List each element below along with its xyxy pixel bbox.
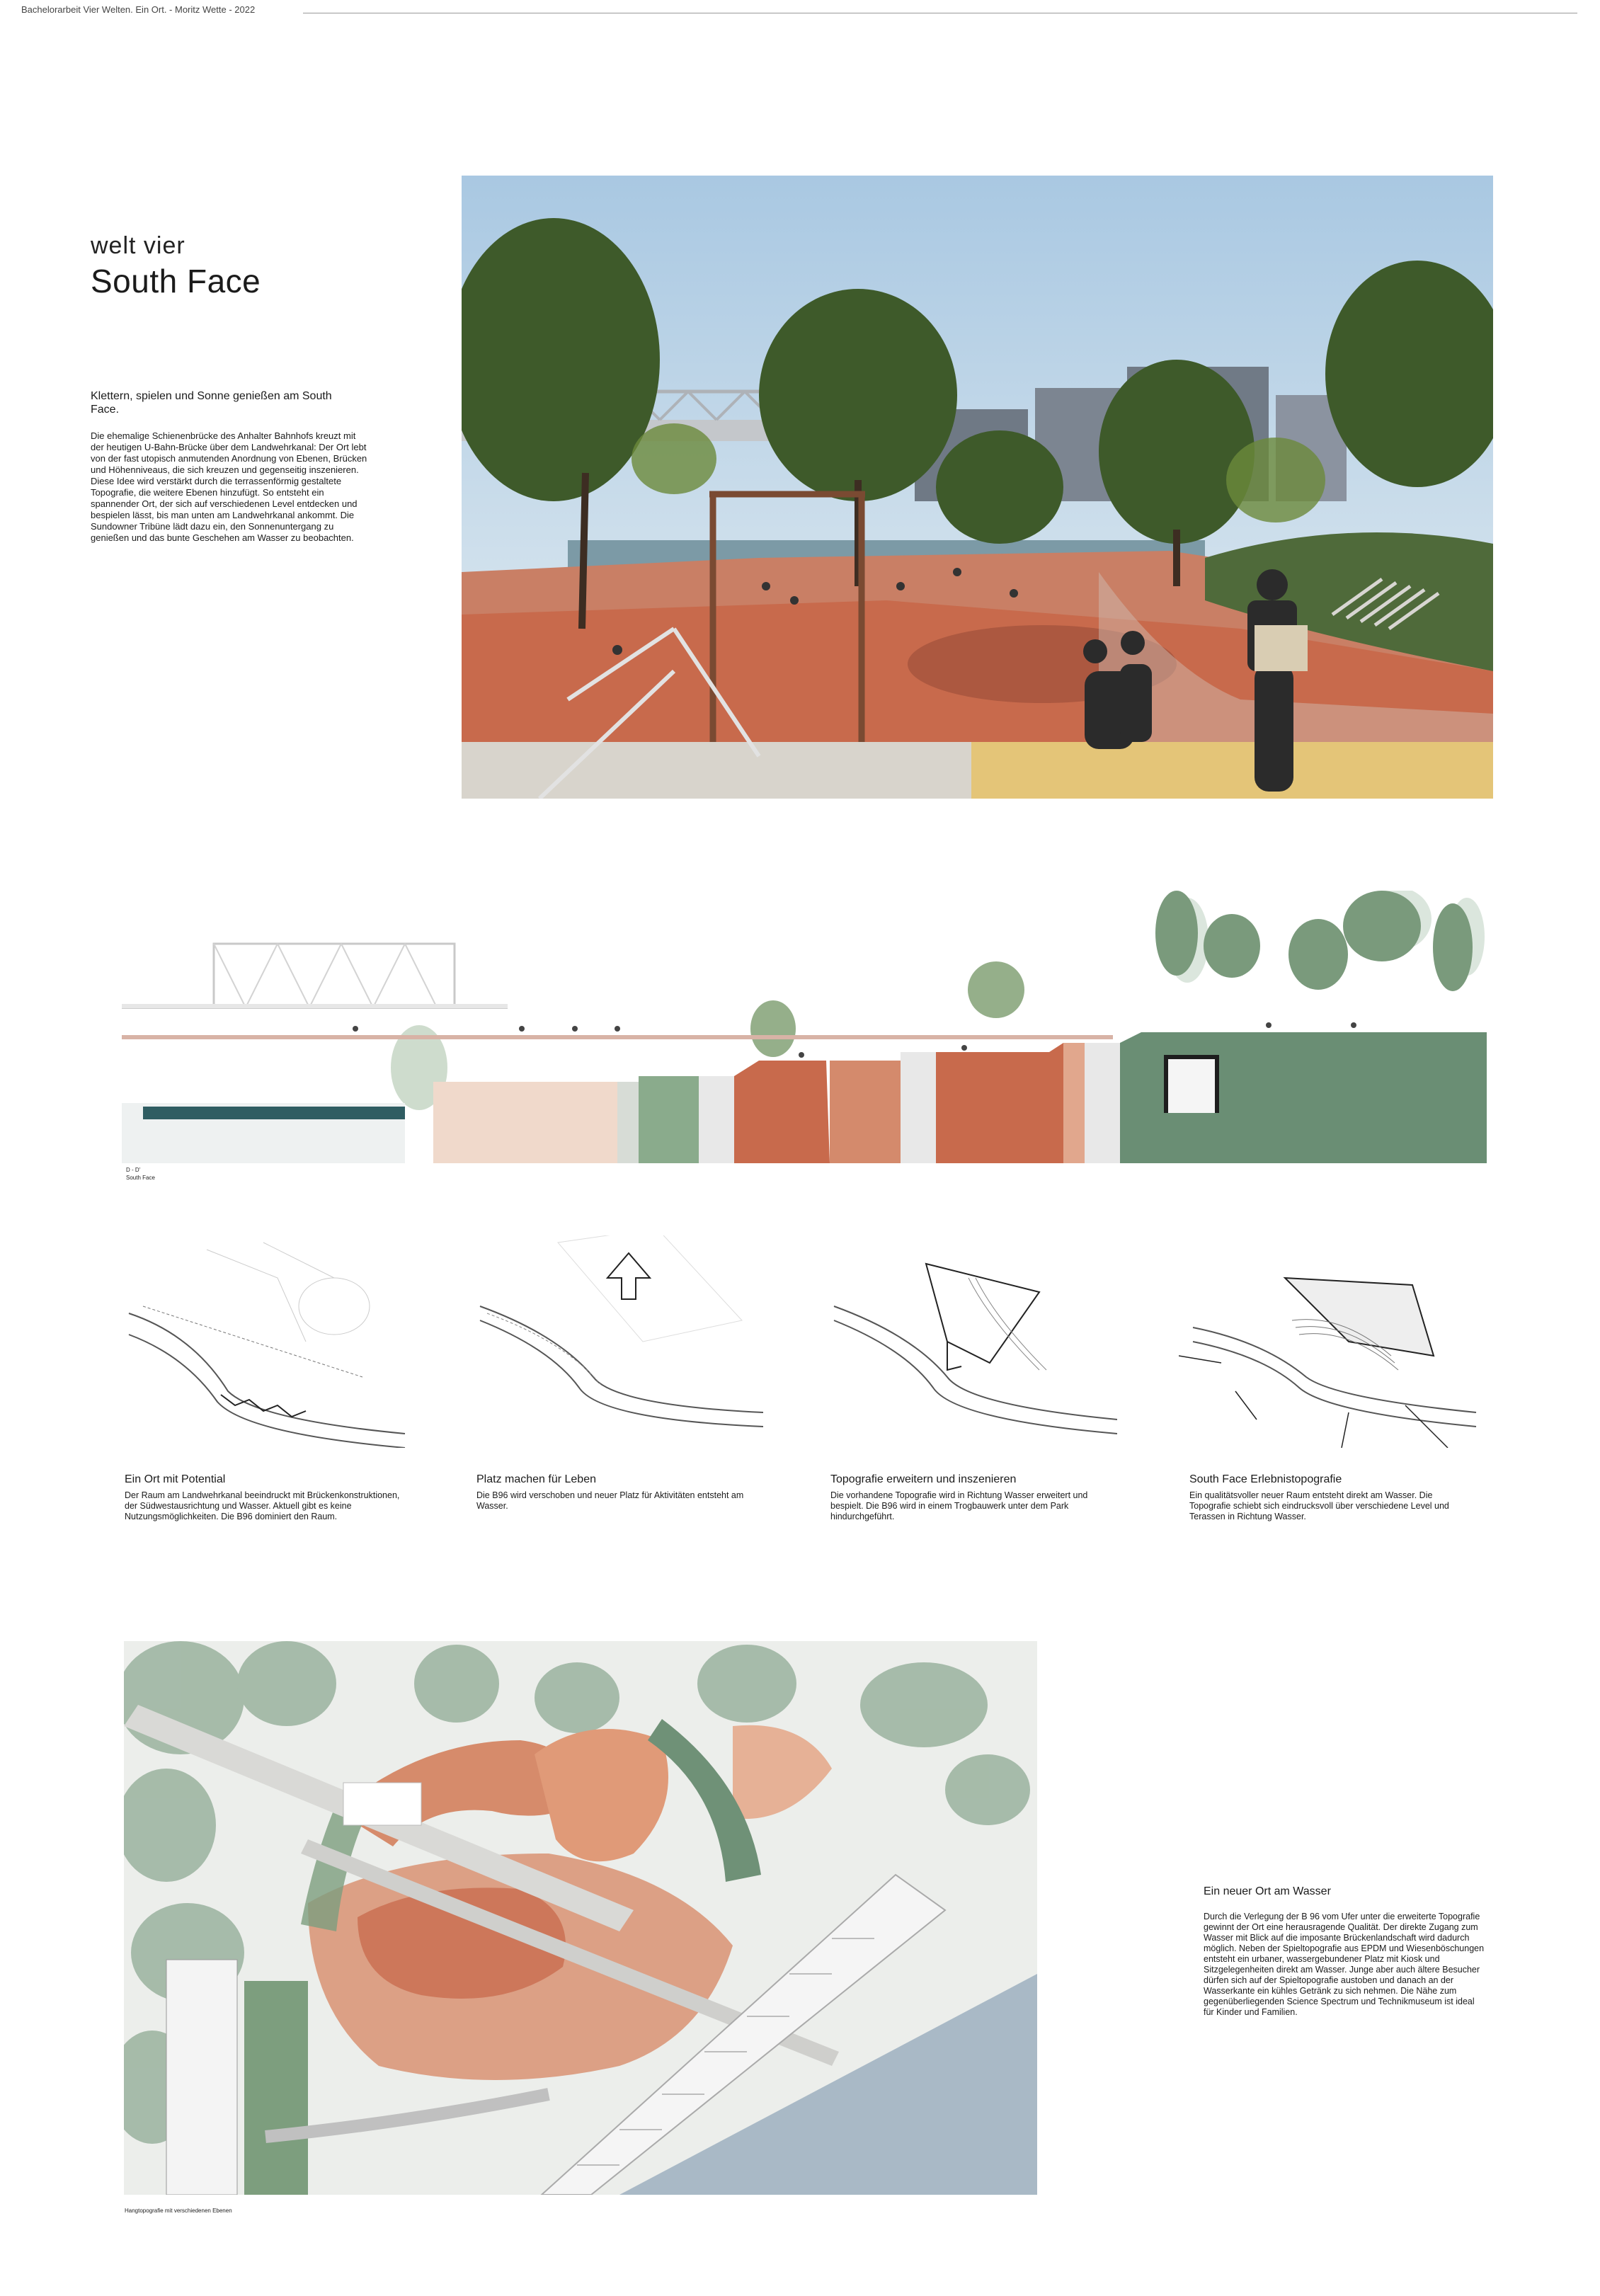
- hero-rendering: [462, 176, 1493, 799]
- diagram-3-title: Topografie erweitern und inszenieren: [830, 1473, 1017, 1485]
- diagram-1-sketch: [122, 1235, 412, 1448]
- aerial-plan-drawing: [124, 1641, 1037, 2195]
- diagram-2-text: Die B96 wird verschoben und neuer Platz für Aktivitäten entsteht am Wasser.: [476, 1490, 744, 1511]
- diagram-1-text: Der Raum am Landwehrkanal beeindruckt mit Brückenkonstruktionen, der Südwestausrichtung und Wasser. Aktuell gibt es keine Nutzungsmöglichkeiten. Die B96 dominiert den Raum.: [125, 1490, 400, 1521]
- diagram-4-title: South Face Erlebnistopografie: [1189, 1473, 1342, 1485]
- closing-text: Durch die Verlegung der B 96 vom Ufer unter die erweiterte Topografie gewinnt der Ort eine herausragende Qualität. Der direkte Zugang zum Wasser mit Blick auf die imposante Brückenlandschaft wird dadurch möglich. Neben der Spieltopografie aus EPDM und Wiesenböschungen entsteht ein urbaner, wassergebundener Platz mit Kiosk und Sitzgelegenheiten direkt am Wasser. Junge aber auch ältere Besucher dürfen sich auf der Spieltopografie austoben und danach an der Wasserkante ein kühles Getränk zu sich nehmen. Die Nähe zum gegenüberliegenden Science Spectrum und Technikmuseum ist ideal für Kinder und Familien.: [1204, 1912, 1485, 2017]
- diagram-2-title: Platz machen für Leben: [476, 1473, 596, 1485]
- world-subtitle: welt vier: [91, 232, 185, 259]
- diagram-3-sketch: [827, 1235, 1117, 1448]
- intro-lead: Klettern, spielen und Sonne genießen am South Face.: [91, 390, 332, 416]
- page-title: South Face: [91, 263, 261, 299]
- diagram-1-title: Ein Ort mit Potential: [125, 1473, 226, 1485]
- plan-caption: Hangtopografie mit verschiedenen Ebenen: [125, 2208, 232, 2214]
- diagram-4-text: Ein qualitätsvoller neuer Raum entsteht direkt am Wasser. Die Topografie schiebt sich eindrucksvoll über verschiedene Level und Terassen in Richtung Wasser.: [1189, 1490, 1449, 1521]
- diagram-4-sketch: [1179, 1235, 1483, 1448]
- diagram-3-text: Die vorhandene Topografie wird in Richtung Wasser erweitert und bespielt. Die B96 wird in einem Trogbauwerk unter dem Park hindurchgeführt.: [830, 1490, 1088, 1521]
- page-header-text: Bachelorarbeit Vier Welten. Ein Ort. - Moritz Wette - 2022: [21, 4, 256, 15]
- section-drawing: [122, 891, 1487, 1163]
- intro-body: Die ehemalige Schienenbrücke des Anhalter Bahnhofs kreuzt mit der heutigen U-Bahn-Brücke über dem Landwehrkanal: Der Ort lebt von der fast utopisch anmutenden Anordnung von Ebenen, Brücken und Höhenniveaus, die sich kreuzen und gegenseitig inszenieren. Diese Idee wird verstärkt durch die terrassenförmig gestaltete Topografie, die weitere Ebenen hinzufügt. So entsteht ein spannender Ort, der sich auf verschiedenen Level entdecken und bespielen lässt, bis man unten am Landwehrkanal ankommt. Die Sundowner Tribüne lädt dazu ein, den Sonnenuntergang zu genießen und das bunte Geschehen am Wasser zu beobachten.: [91, 430, 367, 543]
- section-label-line1: D - D': [126, 1167, 141, 1173]
- section-label-line2: South Face: [126, 1175, 155, 1181]
- diagram-2-sketch: [473, 1235, 763, 1448]
- closing-title: Ein neuer Ort am Wasser: [1204, 1885, 1331, 1897]
